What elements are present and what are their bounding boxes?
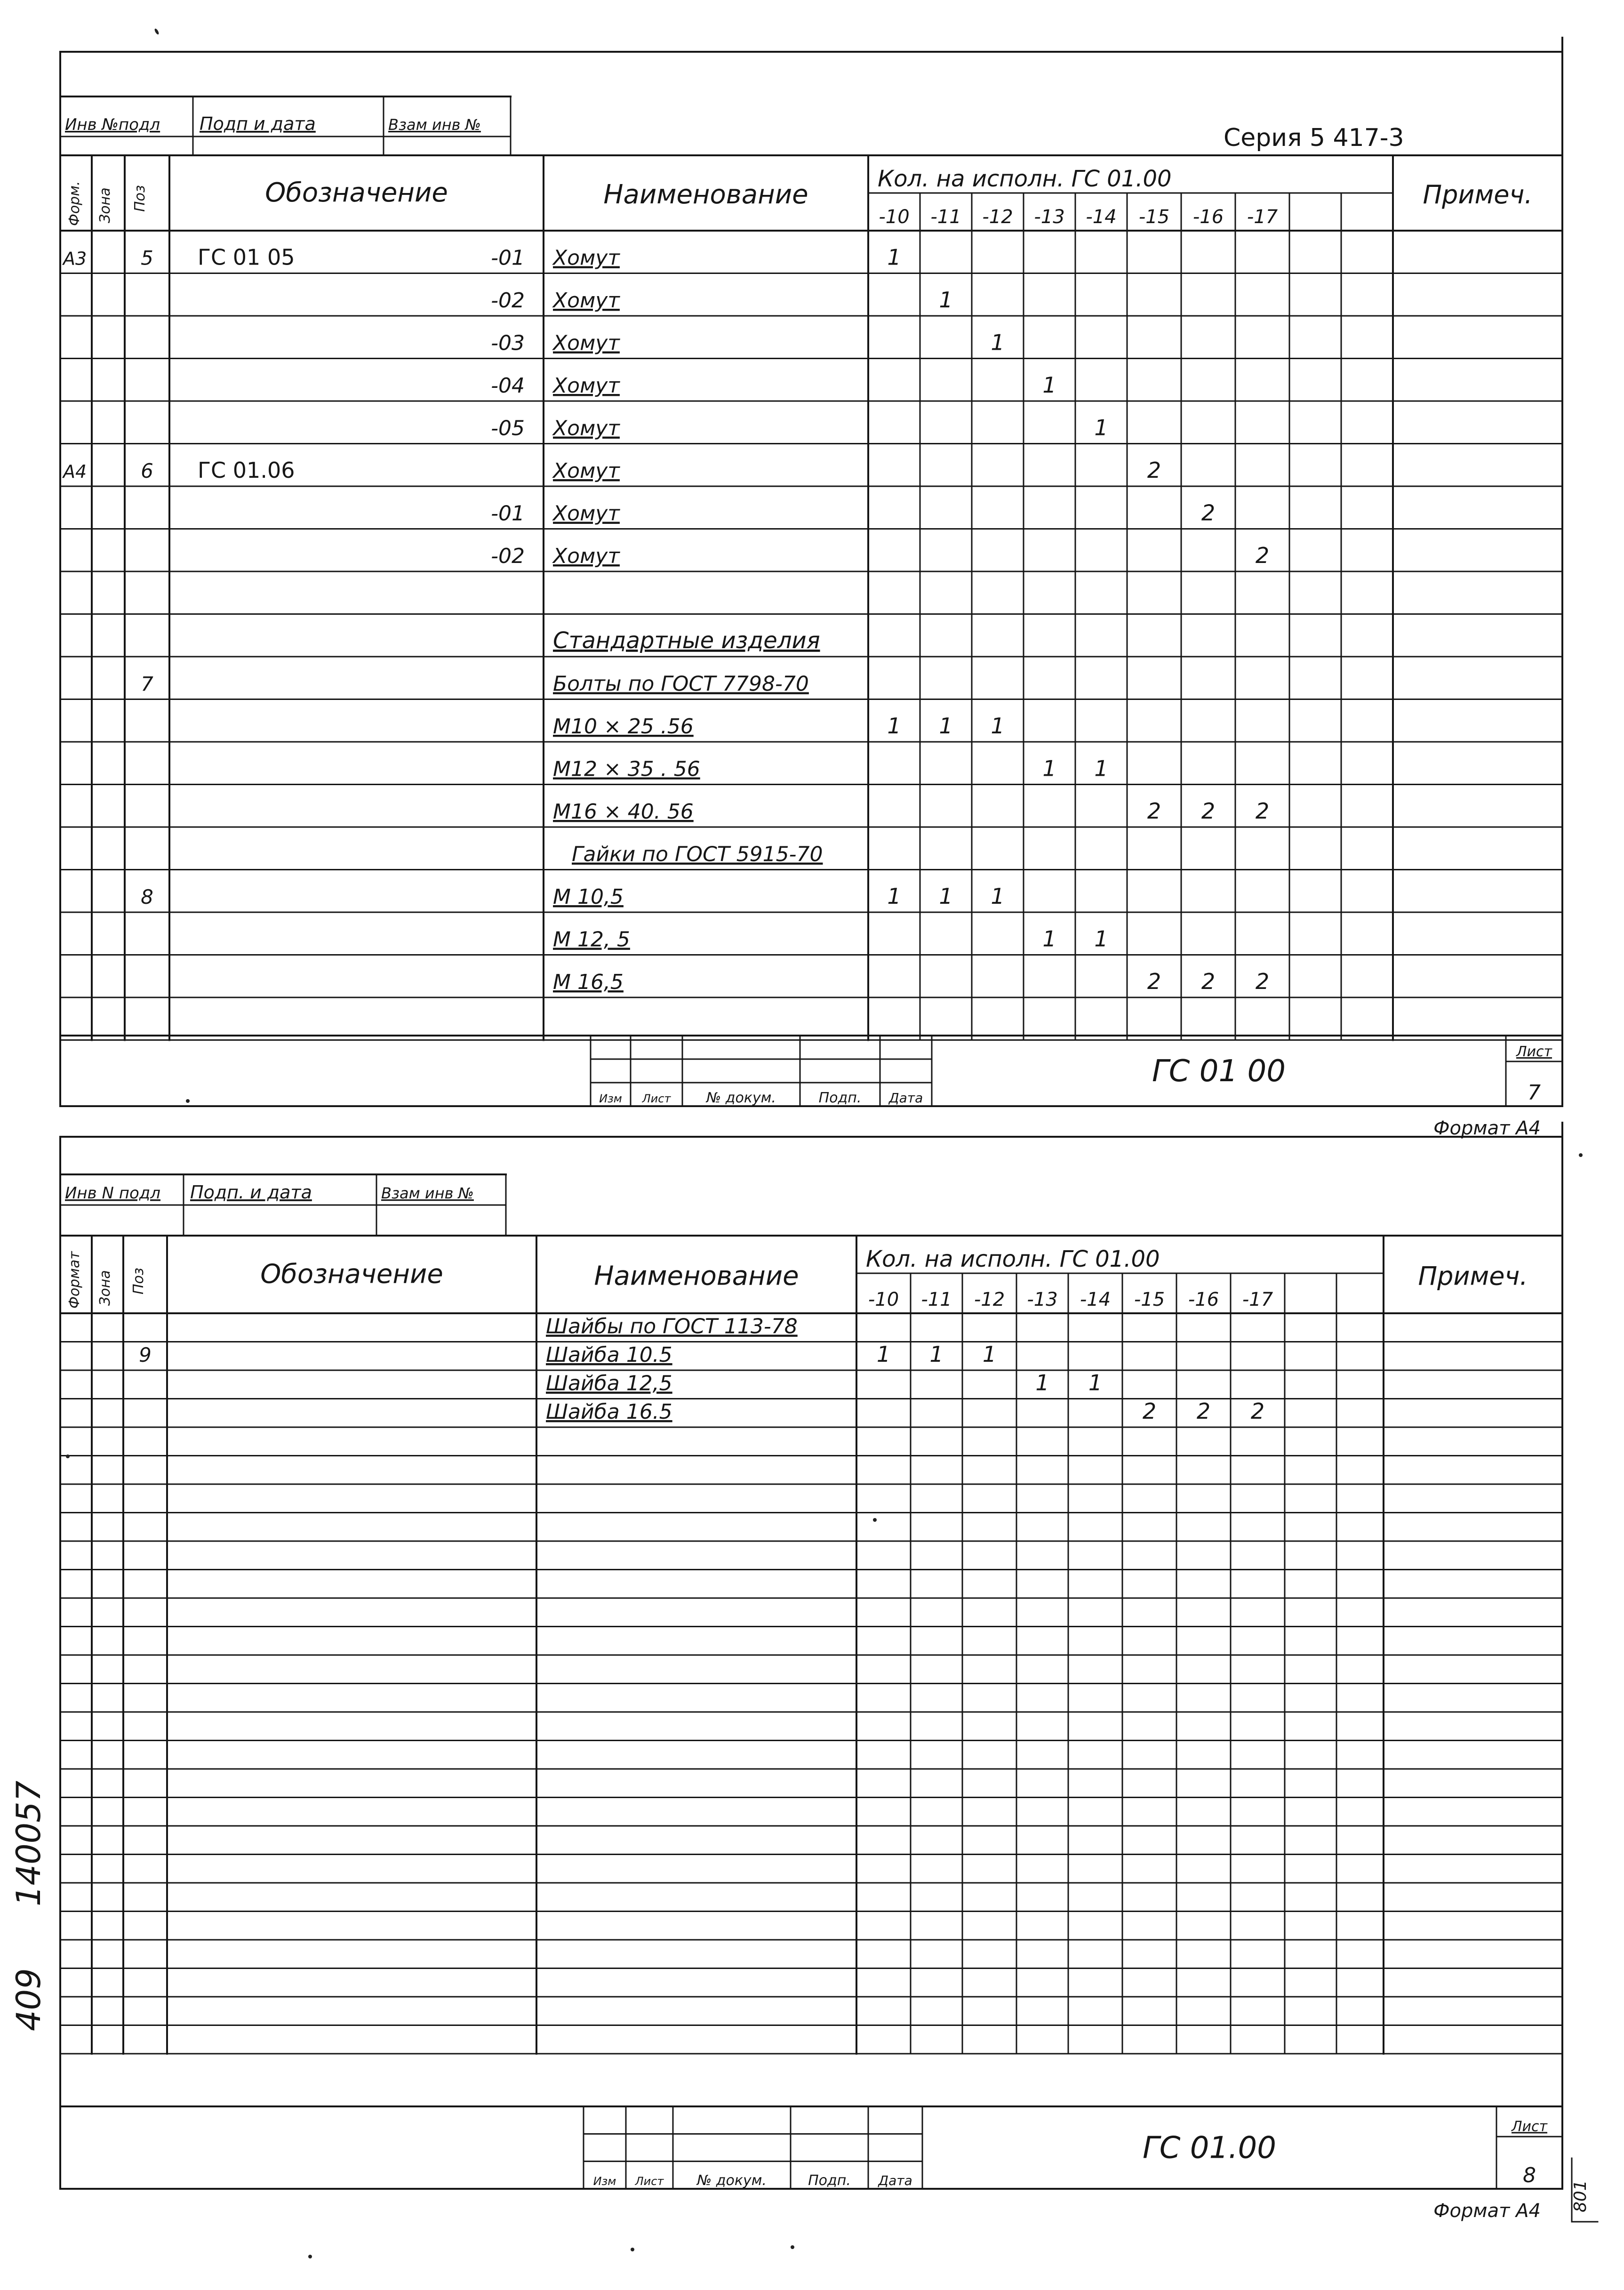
tb-date-label: Дата [888,1090,923,1106]
row-name: Хомут [553,459,620,483]
row-name: Болты по ГОСТ 7798-70 [553,672,809,696]
row-quantity: 1 [991,713,1005,739]
row-quantity: 1 [887,884,901,909]
row-name: Хомут [553,289,620,313]
stamp-inv-label: Инв №подл [65,115,160,134]
variant-label: -12 [982,206,1013,228]
row-designation: ГС 01 05 [198,244,295,270]
row-quantity: 2 [1196,1398,1211,1424]
header-zone: Зона [97,187,113,223]
row-quantity: 1 [1088,1370,1103,1396]
variant-label: -17 [1242,1289,1273,1310]
row-position: 8 [141,885,153,908]
scan-mark [791,2245,794,2249]
tb-doc-label: № докум. [697,2172,767,2189]
header-designation: Обозначение [260,1259,443,1290]
variant-label: -13 [1027,1289,1058,1310]
header-format: Форм. [66,181,83,226]
row-quantity: 2 [1250,1398,1265,1424]
row-suffix: -01 [491,246,525,270]
header-note: Примеч. [1423,180,1533,209]
row-quantity: 2 [1142,1398,1157,1424]
row-quantity: 2 [1255,543,1270,568]
row-suffix: -03 [491,331,525,355]
row-name: Шайба 10.5 [546,1343,672,1367]
row-suffix: -05 [491,416,525,441]
header-note: Примеч. [1418,1261,1528,1291]
row-quantity: 1 [887,713,901,739]
series-label: Серия 5 417-3 [1224,124,1404,152]
document-code: ГС 01 00 [1152,1054,1286,1089]
row-name: Шайба 12,5 [546,1371,672,1396]
variant-label: -16 [1188,1289,1219,1310]
row-quantity: 1 [1042,372,1056,398]
variant-label: -15 [1138,206,1170,228]
format-label: Формат А4 [1433,2200,1541,2222]
row-suffix: -02 [491,544,525,568]
header-pos: Поз [132,185,148,212]
stamp-vzam-label: Взам инв № [388,116,481,134]
row-quantity: 1 [1035,1370,1049,1396]
row-quantity: 1 [1042,926,1056,952]
tb-podp-label: Подп. [818,1090,862,1106]
row-name: Хомут [553,374,620,398]
sheet-number: 7 [1528,1081,1541,1105]
row-quantity: 2 [1147,458,1161,483]
row-suffix: -04 [491,374,525,398]
row-quantity: 1 [1094,755,1108,781]
row-quantity: 2 [1255,798,1270,824]
row-position: 9 [139,1343,152,1366]
row-quantity: 1 [887,244,901,270]
tb-doc-label: № докум. [706,1090,776,1106]
variant-label: -15 [1134,1289,1165,1310]
tb-izm-label: Изм [599,1092,622,1105]
row-name: М12 × 35 . 56 [553,757,700,781]
row-suffix: -01 [491,501,525,526]
row-format: А4 [63,461,87,482]
row-quantity: 1 [939,287,953,313]
side-archive-number: 140057 [9,1780,48,1906]
specification-page-1 [60,38,1562,1139]
row-quantity: 1 [929,1342,944,1367]
header-zone: Зона [97,1270,113,1306]
row-name: Шайба 16.5 [546,1400,672,1424]
header-name: Наименование [594,1261,799,1292]
scan-mark [873,1518,877,1522]
variant-label: -16 [1192,206,1224,228]
sheet-label: Лист [1516,1044,1552,1060]
tb-podp-label: Подп. [808,2172,851,2189]
row-name: Хомут [553,501,620,526]
row-name: М 12, 5 [553,927,630,952]
variant-label: -11 [930,206,961,228]
row-format: А3 [63,248,87,269]
header-name: Наименование [603,179,808,210]
row-name: Хомут [553,544,620,568]
variant-label: -11 [921,1289,952,1310]
corner-page-number: 801 [1571,2180,1590,2212]
row-quantity: 2 [1147,798,1161,824]
row-name: М 10,5 [553,885,624,909]
row-position: 6 [141,459,153,482]
variant-label: -10 [868,1289,899,1310]
row-name: М 16,5 [553,970,624,994]
tb-list-label: Лист [642,1092,671,1105]
header-qty: Кол. на исполн. ГС 01.00 [866,1246,1160,1272]
stamp-vzam-label: Взам инв № [381,1184,474,1202]
row-quantity: 1 [1094,926,1108,952]
variant-label: -14 [1086,206,1117,228]
row-quantity: 2 [1201,798,1216,824]
scan-mark [1579,1153,1583,1157]
row-name: Хомут [553,416,620,441]
header-format: Формат [66,1251,83,1309]
row-quantity: 2 [1201,969,1216,994]
stamp-inv-label: Инв N подл [65,1184,161,1203]
row-name: Гайки по ГОСТ 5915-70 [572,842,823,867]
variant-label: -17 [1247,206,1278,228]
tb-izm-label: Изм [593,2175,616,2188]
document-code: ГС 01.00 [1143,2130,1276,2166]
row-position: 7 [141,672,153,696]
row-quantity: 1 [991,884,1005,909]
stamp-sign-label: Подп и дата [200,113,316,134]
row-name: Хомут [553,331,620,355]
row-quantity: 2 [1201,500,1216,526]
sheet-number: 8 [1523,2163,1536,2187]
scan-mark [66,1454,70,1458]
specification-page-2 [9,1123,1598,2222]
scan-mark [186,1099,190,1103]
scan-mark [308,2255,312,2258]
stamp-sign-label: Подп. и дата [190,1182,312,1203]
row-quantity: 2 [1255,969,1270,994]
row-quantity: 1 [982,1342,997,1367]
row-quantity: 1 [1094,415,1108,441]
header-designation: Обозначение [265,177,448,208]
row-quantity: 2 [1147,969,1161,994]
side-page-number: 409 [9,1968,48,2031]
variant-label: -14 [1080,1289,1111,1310]
row-designation: ГС 01.06 [198,458,295,483]
variant-label: -12 [974,1289,1005,1310]
header-qty: Кол. на исполн. ГС 01.00 [878,166,1172,192]
row-name: М16 × 40. 56 [553,800,694,824]
sheet-label: Лист [1511,2118,1548,2135]
format-label: Формат А4 [1433,1117,1541,1139]
scan-mark [631,2248,634,2251]
row-quantity: 1 [1042,755,1056,781]
row-name: Хомут [553,246,620,270]
row-position: 5 [141,246,153,270]
variant-label: -10 [879,206,910,228]
row-name: М10 × 25 .56 [553,715,694,739]
row-section-heading: Стандартные изделия [553,627,820,654]
tb-list-label: Лист [635,2175,664,2188]
header-pos: Поз [130,1268,147,1294]
row-suffix: -02 [491,289,525,313]
row-name: Шайбы по ГОСТ 113-78 [546,1314,798,1339]
variant-label: -13 [1034,206,1065,228]
tb-date-label: Дата [878,2173,912,2188]
row-quantity: 1 [876,1342,891,1367]
row-quantity: 1 [939,713,953,739]
row-quantity: 1 [939,884,953,909]
row-quantity: 1 [991,329,1005,355]
